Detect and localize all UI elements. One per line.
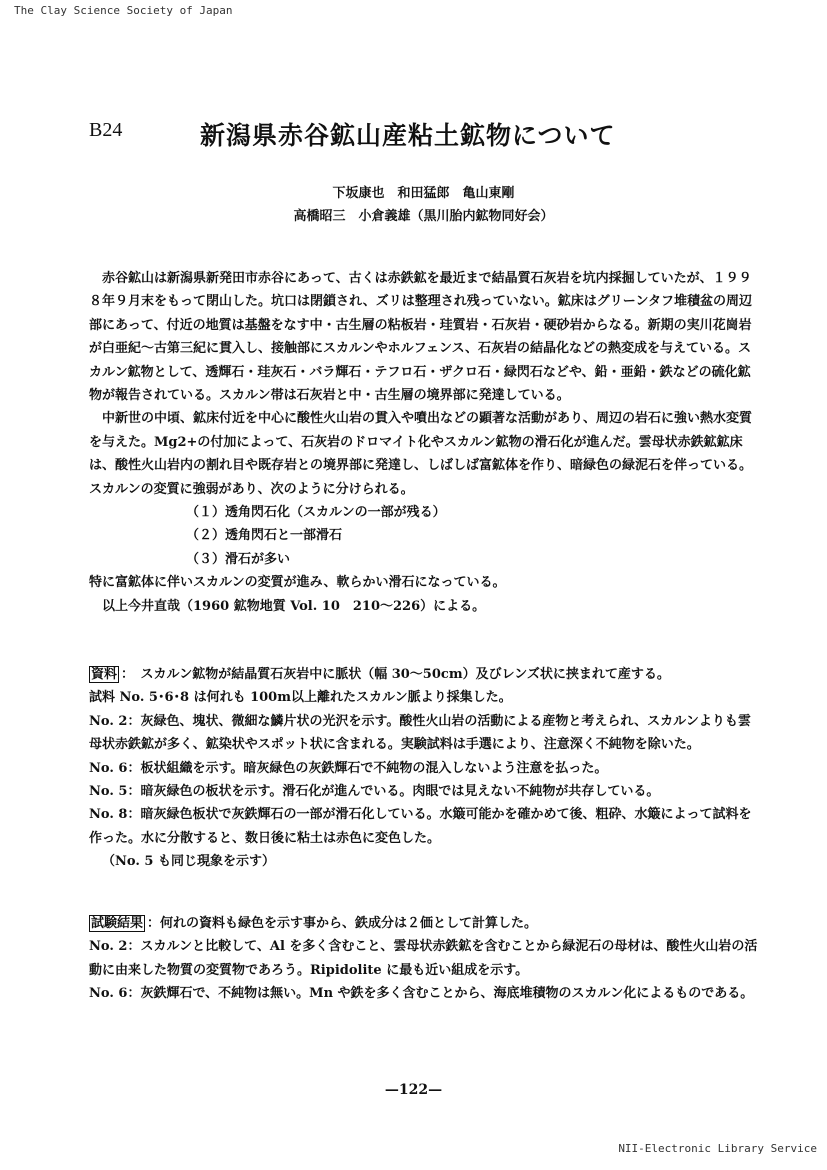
list-item: （３）滑石が多い [186, 551, 291, 567]
sample-text: ：板状組織を示す。暗灰緑色の灰鉄輝石で不純物の混入しないよう注意を払った。 [127, 760, 608, 776]
materials-line-2: 試料 No. 5･6･8 は何れも 100m以上離れたスカルン脈より採集した。 [89, 690, 512, 706]
sample-text: ：灰緑色、塊状、微細な鱗片状の光沢を示す。酸性火山岩の活動による産物と考えられ、スカルンよりも雲母状赤鉄鉱が多く、鉱染状やスポット状に含まれる。実験試料は手選により、注意深く不純物を除いた。 [89, 713, 751, 753]
results-section [89, 912, 759, 1006]
library-service-footer: NII-Electronic Library Service [618, 1142, 817, 1155]
sample-label: No. 2 [89, 713, 128, 729]
sample-text: ：暗灰緑色の板状を示す。滑石化が進んでいる。肉眼では見えない不純物が共存している。 [127, 784, 660, 800]
intro-section [89, 267, 759, 618]
paper-title: 新潟県赤谷鉱山産粘土鉱物について [200, 121, 616, 150]
sample-no2 [89, 710, 759, 757]
intro-paragraph-3: 特に富鉱体に伴いスカルンの変質が進み、軟らかい滑石になっている。 [89, 575, 506, 591]
society-header: The Clay Science Society of Japan [14, 4, 233, 17]
results-lead [89, 912, 759, 935]
sample-label: No. 5 [89, 784, 128, 800]
result-no2 [89, 935, 759, 982]
paper-code: B24 [89, 119, 123, 141]
sample-text: ：暗灰緑色板状で灰鉄輝石の一部が滑石化している。水簸可能かを確かめて後、粗砕、水簸によって試料を作った。水に分散すると、数日後に粘土は赤色に変色した。 [89, 807, 752, 846]
sample-label: No. 8 [89, 807, 128, 823]
authors-line-1: 下坂康也 和田猛郎 亀山東剛 [332, 186, 515, 201]
intro-paragraph-1: 赤谷鉱山は新潟県新発田市赤谷にあって、古くは赤鉄鉱を最近まで結晶質石灰岩を坑内採掘していたが、１９９８年９月末をもって閉山した。坑口は閉鎖され、ズリは整理され残っていない。鉱床はグリーンタフ堆積盆の周辺部にあって、付近の地質は基盤をなす中・古生層の粘板岩・珪質岩・石灰岩・硬砂岩からなる。新期の実川花崗岩が白亜紀～古第三紀に貫入し、接触部にスカルンやホルフェンス、石灰岩の結晶化などの熱変成を与えている。スカルン鉱物として、透輝石・珪灰石・バラ輝石・テフロ石・ザクロ石・緑閃石などや、鉛・亜鉛・鉄などの硫化鉱物が報告されている。スカルン帯は石灰岩と中・古生層の境界部に発達している。 [89, 271, 753, 404]
sample-text: ：スカルンと比較して、Al を多く含むこと、雲母状赤鉄鉱を含むことから緑泥石の母材は、酸性火山岩の活動に由来した物質の変質物であろう。Ripidolite に最も近い組成を示す。 [89, 939, 758, 978]
list-item: （１）透角閃石化（スカルンの一部が残る） [186, 505, 446, 521]
sample-no8 [89, 803, 759, 850]
list-item: （２）透角閃石と一部滑石 [186, 528, 343, 544]
sample-label: No. 2 [89, 939, 128, 955]
page-number: —122— [384, 1082, 443, 1098]
materials-note: （No. 5 も同じ現象を示す） [102, 854, 275, 870]
result-no6 [89, 982, 759, 1005]
authors-line-2: 高橋昭三 小倉義雄（黒川胎内鉱物同好会） [293, 209, 554, 224]
materials-tag: 資料 [91, 667, 118, 682]
materials-section [89, 663, 759, 874]
sample-no6 [89, 757, 759, 780]
materials-text: ： スカルン鉱物が結晶質石灰岩中に脈状（幅 30～50cm）及びレンズ状に挟まれて産する。 [121, 667, 670, 682]
intro-paragraph-2: 中新世の中頃、鉱床付近を中心に酸性火山岩の貫入や噴出などの顕著な活動があり、周辺の岩石に強い熱水変質を与えた。Mg2+の付加によって、石灰岩のドロマイト化やスカルン鉱物の滑石化が進んだ。雲母状赤鉄鉱鉱床は、酸性火山岩内の割れ目や既存岩との境界部に発達し、しばしば富鉱体を作り、暗緑色の緑泥石を伴っている。スカルンの変質に強弱があり、次のように分けられる。 [89, 411, 753, 497]
results-text: ：何れの資料も緑色を示す事から、鉄成分は２価として計算した。 [147, 916, 538, 931]
materials-lead [89, 663, 759, 686]
sample-label: No. 6 [89, 760, 128, 776]
results-tag: 試験結果 [91, 916, 144, 931]
sample-no5 [89, 780, 759, 803]
sample-label: No. 6 [89, 986, 128, 1002]
intro-reference: 以上今井直哉（1960 鉱物地質 Vol. 10 210～226）による。 [102, 598, 486, 614]
sample-text: ：灰鉄輝石で、不純物は無い。Mn や鉄を多く含むことから、海底堆積物のスカルン化によるものである。 [127, 986, 754, 1002]
